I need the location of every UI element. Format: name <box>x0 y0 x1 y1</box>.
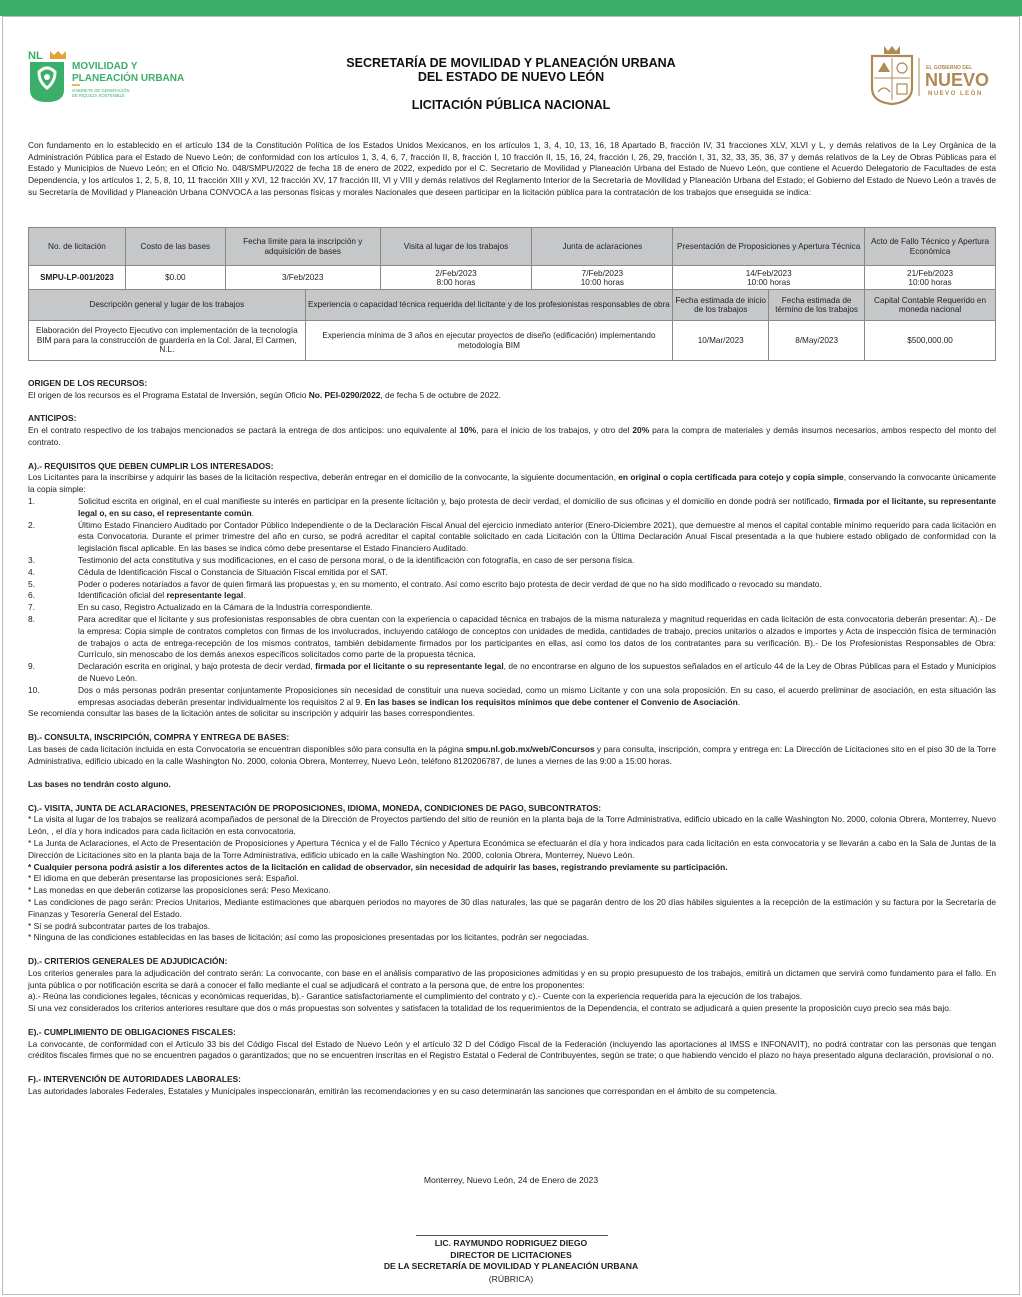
list-text: Dos o más personas podrán presentar conjuntamente Proposiciones sin necesidad de constituir una nueva sociedad, como un mismo Licitante y con una sola proposición. En su caso, el acuerdo preliminar de asociación, en esta situación las empresas asociadas deberán presentar individualmente los requisitos 2 al 9. En las bases se indican los requisitos mínimos que debe contener el Convenio de Asociación. <box>78 684 996 707</box>
no-cost-note: Las bases no tendrán costo alguno. <box>28 779 171 790</box>
origen-text-a: El origen de los recursos es el Programa Estatal de Inversión, según Oficio <box>28 389 309 400</box>
list-text: Testimonio del acta constitutiva y sus modificaciones, en el caso de persona moral, o de la identificación con fotografía, en caso de ser persona física. <box>78 554 635 565</box>
bases-cost: $0.00 <box>125 266 225 291</box>
item-1-text: Solicitud escrita en original, en el cual manifieste su interés en participar en la presente licitación y, bajo protesta de decir verdad, el domicilio de sus oficinas y el domicilio en donde podrá ser notificado, <box>78 495 834 506</box>
signer-block <box>0 1238 1022 1273</box>
header-cell: Fecha estimada de término de los trabajos <box>769 290 865 321</box>
work-details-table <box>28 289 996 361</box>
anticipo-percent-2: 20% <box>632 425 650 436</box>
visita-bullet: * Ninguna de las condiciones establecidas en las bases de licitación; así como las proposiciones presentadas por los licitantes, podrán ser negociadas. <box>28 932 589 943</box>
laboral-text: Las autoridades laborales Federales, Estatales y Municipales inspeccionarán, emitirán las recomendaciones y en su caso determinarán las sanciones que correspondan en el ámbito de su competencia. <box>28 1085 778 1096</box>
nl-badge-text: NL <box>28 50 43 62</box>
requisitos-intro-c: , conservando la convocante únicamente la copia simple: <box>28 472 996 495</box>
requisitos-intro <box>28 472 996 496</box>
list-number: 7. <box>28 602 35 613</box>
top-color-bar <box>0 0 1022 16</box>
section-title-anticipos: ANTICIPOS: <box>28 413 77 424</box>
list-text: Para acreditar que el licitante y sus profesionistas responsables de obra cuentan con la experiencia o capacidad técnica en trabajos de la misma naturaleza y magnitud requeridas en cada licitación de esta convocatoria deberán presentar: A).- De la empresa: Copia simple de contratos completos con firmas de los involucrados, incluyendo catálogo de conceptos con unidades de medida, cantidades de trabajo, precios unitarios o alzados e importes y Acta de inspección física de terminación de trabajos o acta de entrega-recepción de los mismos contratos, también debidamente firmados por los participantes en ellas, así como los datos de los contratantes para su verificación. B).- De los Profesionistas Responsables de Obra: Currículo, sin menoscabo de los demás anexos específicos solicitados como parte de la propuesta técnica. <box>78 613 996 660</box>
requisitos-intro-a: Los Licitantes para la inscribirse y adquirir las bases de la licitación respectiva, deberán entregar en el domicilio de la convocante, la siguiente documentación, <box>28 472 619 483</box>
visita-bullet: * Cualquier persona podrá asistir a los diferentes actos de la licitación en calidad de observador, sin necesidad de adquirir las bases, registrando previamente su participación. <box>28 861 728 872</box>
header-title-2: DEL ESTADO DE NUEVO LEÓN <box>417 70 605 84</box>
section-title-criterios: D).- CRITERIOS GENERALES DE ADJUDICACIÓN: <box>28 956 228 967</box>
section-title-visita: C).- VISITA, JUNTA DE ACLARACIONES, PRESENTACIÓN DE PROPOSICIONES, IDIOMA, MONEDA, CONDICIONES DE PAGO, SUBCONTRATOS: <box>28 802 602 813</box>
list-number: 3. <box>28 554 35 565</box>
visita-bullet: * Sí se podrá subcontratar partes de los trabajos. <box>28 920 211 931</box>
coat-of-arms-crown-icon <box>884 46 900 54</box>
requisitos-closing: Se recomienda consultar las bases de la licitación antes de solicitar su inscripción y adquirir las bases correspondientes. <box>28 708 475 719</box>
consulta-text <box>28 744 996 768</box>
header-cell: Capital Contable Requerido en moneda nacional <box>865 290 996 321</box>
site-visit-date: 2/Feb/2023 <box>435 268 477 278</box>
table-row <box>29 321 996 361</box>
list-text: Identificación oficial del representante legal. <box>78 590 246 601</box>
anticipos-t3: para la compra de materiales y demás insumos necesarios, ambos respecto del monto del contrato. <box>28 425 996 447</box>
start-date: 10/Mar/2023 <box>673 321 769 361</box>
item-10-bold: En las bases se indican los requisitos mínimos que debe contener el Convenio de Asociación <box>364 696 738 707</box>
consulta-t2: y para consulta, inscripción, compra y entrega en: La Dirección de Licitaciones sito en el piso 30 de la Torre Administrativa, edificio ubicado en la calle Washington No. 2000, colonia Obrera, Monterrey, Nuevo León, teléfono 8120206787, de lunes a viernes de las 9:00 a 15:00 horas. <box>28 743 996 766</box>
required-experience: Experiencia mínima de 3 años en ejecutar proyectos de diseño (edificación) implementando metodología BIM <box>305 321 673 361</box>
list-number: 2. <box>28 519 35 530</box>
requisitos-intro-b: en original o copia certificada para cotejo y copia simple <box>618 472 844 483</box>
logo-line-1: MOVILIDAD Y <box>72 61 138 72</box>
visita-bullet: * Las monedas en que deberán cotizarse las proposiciones será: Peso Mexicano. <box>28 885 331 896</box>
list-number: 9. <box>28 661 35 672</box>
clarification-date: 7/Feb/2023 <box>581 268 624 278</box>
logo-line-2: PLANEACIÓN URBANA <box>72 73 185 84</box>
site-visit <box>380 266 532 291</box>
logo-tagline-2: DE RIQUEZA SOSTENIBLE <box>72 93 125 98</box>
list-number: 6. <box>28 590 35 601</box>
gobierno-line-1: EL GOBIERNO DEL <box>926 65 973 71</box>
list-item <box>28 661 996 685</box>
list-item <box>28 602 996 614</box>
header-cell: Visita al lugar de los trabajos <box>380 228 532 266</box>
header-cell: Experiencia o capacidad técnica requerida del licitante y de los profesionistas responsables de obra <box>305 290 673 321</box>
list-item <box>28 685 996 709</box>
item-9-bold: firmada por el licitante o su representante legal <box>315 661 504 672</box>
registration-deadline: 3/Feb/2023 <box>225 266 380 291</box>
header-cell: Junta de aclaraciones <box>532 228 673 266</box>
origen-text <box>28 390 996 402</box>
list-text: Cédula de Identificación Fiscal o Constancia de Situación Fiscal emitida por el SAT. <box>78 566 388 577</box>
fiscal-text: La convocante, de conformidad con el Artículo 33 bis del Código Fiscal del Estado de Nuevo León y el artículo 32 D del Código Fiscal de la Federación (incluyendo las aportaciones al IMSS e INFONAVIT), no podrá contratar con las personas que tengan créditos fiscales firmes que no se encuentren pagados o garantizados; que no se encuentren inscritas en el Registro Estatal o Federal de Contribuyentes, según se trate; o que habiendo vencido el plazo no haya presentado alguna declaración, provisional o no. <box>28 1038 996 1061</box>
rubrica: (RÚBRICA) <box>488 1274 534 1284</box>
criterios-text: Si una vez considerados los criterios anteriores resultare que dos o más propuestas son solventes y satisfacen la totalidad de los requerimientos de la Dependencia, el contrato se adjudicará a quien presente la proposición cuyo precio sea más bajo. <box>28 1003 952 1014</box>
document-header <box>0 56 1022 112</box>
list-number: 4. <box>28 566 35 577</box>
list-item <box>28 614 996 661</box>
anticipo-percent-1: 10% <box>459 425 477 436</box>
signer-dept: DE LA SECRETARÍA DE MOVILIDAD Y PLANEACIÓN URBANA <box>383 1261 639 1271</box>
consulta-url-link[interactable]: smpu.nl.gob.mx/web/Concursos <box>465 743 595 754</box>
header-cell: Fecha estimada de inicio de los trabajos <box>673 290 769 321</box>
criterios-text: a).- Reúna las condiciones legales, técnicas y económicas requeridas, b).- Garantice satisfactoriamente el cumplimiento del contrato y c).- Cuente con la experiencia requerida para la ejecución de los trabajos. <box>28 991 803 1002</box>
visita-bullet: * La Junta de Aclaraciones, el Acto de Presentación de Proposiciones y Apertura Técnica y el de Fallo Técnico y Apertura Económica se efectuarán el día y hora indicados para cada licitación en esta convocatoria y se llevarán a cabo en la Sala de Juntas de la Dirección de Licitaciones sito en la planta baja de la Torre Administrativa, edificio ubicado en la calle Washington No. 2000, colonia Obrera, Monterrey, Nuevo León. <box>28 838 996 860</box>
clarification-time: 10:00 horas <box>580 278 624 287</box>
proposals-date: 14/Feb/2023 <box>745 268 792 278</box>
list-item <box>28 496 996 520</box>
table-row <box>29 266 996 291</box>
origen-oficio: No. PEI-0290/2022 <box>308 389 381 400</box>
ruling-date: 21/Feb/2023 <box>907 268 954 278</box>
list-text: En su caso, Registro Actualizado en la Cámara de la Industria correspondiente. <box>78 602 373 613</box>
tender-number: SMPU-LP-001/2023 <box>29 266 126 291</box>
required-capital: $500,000.00 <box>865 321 996 361</box>
section-title-consulta: B).- CONSULTA, INSCRIPCIÓN, COMPRA Y ENTREGA DE BASES: <box>28 731 290 742</box>
list-item <box>28 567 996 579</box>
signer-name: LIC. RAYMUNDO RODRIGUEZ DIEGO <box>434 1238 588 1248</box>
origen-text-b: , de fecha 5 de octubre de 2022. <box>380 389 502 400</box>
section-title-requisitos: A).- REQUISITOS QUE DEBEN CUMPLIR LOS INTERESADOS: <box>28 460 274 471</box>
section-title-origen: ORIGEN DE LOS RECURSOS: <box>28 378 148 388</box>
anticipos-t1: En el contrato respectivo de los trabajos mencionados se pactará la entrega de dos anticipos: uno equivalente al <box>28 425 460 436</box>
document-body <box>28 378 996 1098</box>
place-date: Monterrey, Nuevo León, 24 de Enero de 2023 <box>423 1175 599 1185</box>
clarification-meeting <box>532 266 673 291</box>
end-date: 8/May/2023 <box>769 321 865 361</box>
section-title-laboral: F).- INTERVENCIÓN DE AUTORIDADES LABORALES: <box>28 1074 241 1085</box>
details-header-row <box>29 290 996 321</box>
list-item <box>28 579 996 591</box>
site-visit-time: 8:00 horas <box>436 278 476 287</box>
list-number: 1. <box>28 495 35 506</box>
section-title-fiscal: E).- CUMPLIMIENTO DE OBLIGACIONES FISCALES: <box>28 1026 236 1037</box>
signature-line <box>416 1235 608 1236</box>
item-1-bold: firmada por el licitante, su representante legal o, en su caso, el representante común <box>78 495 996 518</box>
ruling-act <box>865 266 996 291</box>
ruling-time: 10:00 horas <box>908 278 952 287</box>
list-text: Solicitud escrita en original, en el cual manifieste su interés en participar en la presente licitación y, bajo protesta de decir verdad, el domicilio de sus oficinas y el domicilio en donde podrá ser notificado, firmada por el licitante, su representante legal o, en su caso, el representante común. <box>78 495 996 518</box>
visita-bullet: * El idioma en que deberán presentarse las proposiciones será: Español. <box>28 873 299 884</box>
signer-role: DIRECTOR DE LICITACIONES <box>450 1249 572 1260</box>
consulta-t1: Las bases de cada licitación incluida en esta Convocatoria se encuentran disponibles sólo para consulta en la página <box>28 743 466 754</box>
proposals-time: 10:00 horas <box>747 278 791 287</box>
logo-tagline-1: GABINETE DE GENERACIÓN <box>72 88 130 93</box>
anticipos-text <box>28 425 996 449</box>
intro-paragraph: Con fundamento en lo establecido en el artículo 134 de la Constitución Política de los Estados Unidos Mexicanos, en los artículos 1, 3, 4, 10, 13, 16, 18 Apartado B, fracción IV, 31 fracciones XLV, XLVI y L, y demás relativos de la Ley Orgánica de la Administración Pública para el Estado de Nuevo León; de conformidad con los artículos 1, 3, 4, 6, 7, fracción II, 8, fracción I, 10 fracción II, 15, 16, 24, fracción I, 26, 29, fracción I, 31, 32, 33, 35, 36, 37 y demás relativos de la Ley de Obras Públicas para el Estado y Municipios de Nuevo León; en el Oficio No. 048/SMPU/2022 de fecha 18 de enero de 2022, expedido por el C. Secretario de Movilidad y Planeación Urbana del Estado de Nuevo León, que contiene el Acuerdo Delegatorio de Facultades de esta Dependencia, y los artículos 1, 2, 5, 8, 10, 11 fracción XIII y XVI, 12 fracción XV, 17 fracción III, VI y VIII y demás relativos del Reglamento Interior de la Secretaría de Movilidad y Planeación Urbana del Estado; el Gobierno del Estado de Nuevo León a través de su Secretaría de Movilidad y Planeación Urbana CONVOCA a las personas físicas y morales Nacionales que deseen participar en la licitación pública para la contratación de los trabajos que enseguida se indica: <box>28 140 996 197</box>
item-6-bold: representante legal <box>166 590 244 601</box>
proposals-opening <box>673 266 865 291</box>
item-9-text-a: Declaración escrita en original, y bajo protesta de decir verdad, <box>78 661 316 672</box>
item-9-text-c: , de no encontrarse en alguno de los supuestos señalados en el artículo 44 de la Ley de Obras Públicas para el Estado y Municipios de Nuevo León. <box>78 661 996 683</box>
gobierno-line-3: NUEVO LEÓN <box>928 91 983 97</box>
header-title-3: LICITACIÓN PÚBLICA NACIONAL <box>411 98 611 112</box>
list-number: 8. <box>28 613 35 624</box>
list-text: Último Estado Financiero Auditado por Contador Público Independiente o de la Declaración Fiscal Anual del ejercicio inmediato anterior (Enero-Diciembre 2021), que demuestre al menos el capital contable mínimo requerido para cada licitación en esta Convocatoria. Durante el primer trimestre del año en curso, se podrá acreditar el capital contable solicitado en cada Licitación con la Última Declaración Anual Fiscal presentada a la que hubiere estado obligado de conformidad con la legislación fiscal aplicable. En las bases se indica cómo debe presentarse el Estado Financiero Auditado. <box>78 519 996 554</box>
list-item <box>28 555 996 567</box>
list-item <box>28 520 996 555</box>
header-title-1: SECRETARÍA DE MOVILIDAD Y PLANEACIÓN URBANA <box>346 56 676 70</box>
list-item <box>28 590 996 602</box>
header-cell: Costo de las bases <box>125 228 225 266</box>
schedule-header-row <box>29 228 996 266</box>
list-number: 5. <box>28 578 35 589</box>
criterios-text: Los criterios generales para la adjudicación del contrato serán: La convocante, con base en el análisis comparativo de las proposiciones admitidas y en su propio presupuesto de los trabajos, emitirá un dictamen que servirá como fundamento para el fallo. En junta pública o por notificación escrita se dará a conocer el fallo mediante el cual se adjudicará el contrato a la persona que, de entre los proponentes: <box>28 967 996 990</box>
gobierno-line-2: NUEVO <box>925 70 990 90</box>
visita-bullet: * Las condiciones de pago serán: Precios Unitarios, Mediante estimaciones que abarquen periodos no mayores de 30 días naturales, las que se pagarán dentro de los 20 días hábiles siguientes a la recepción de la estimación y su factura por la Secretaría de Finanzas y Tesorería General del Estado. <box>28 897 996 919</box>
bid-schedule-table <box>28 227 996 291</box>
work-description: Elaboración del Proyecto Ejecutivo con implementación de la tecnología BIM para para la construcción de guardería en la Col. Jaral, El Carmen, N.L. <box>29 321 306 361</box>
list-text <box>78 661 996 685</box>
header-cell: Presentación de Proposiciones y Apertura Técnica <box>673 228 865 266</box>
list-text: Poder o poderes notariados a favor de quien firmará las propuestas y, en su momento, el contrato. Así como escrito bajo protesta de decir verdad de que no ha sido modificado o revocado su mandato. <box>78 578 822 589</box>
anticipos-t2: , para el inicio de los trabajos, y otro del <box>476 425 633 436</box>
visita-bullet: * La visita al lugar de los trabajos se realizará acompañados de personal de la Dirección de Proyectos partiendo del sitio de reunión en la planta baja de la Torre Administrativa, edificio ubicado en la calle Washington No. 2000, colonia Obrera, Monterrey, Nuevo León, , el día y hora indicados para cada licitación en esta convocatoria. <box>28 814 996 837</box>
item-10-text: Dos o más personas podrán presentar conjuntamente Proposiciones sin necesidad de constituir una nueva sociedad, como un mismo Licitante y con una sola proposición. En su caso, el acuerdo preliminar de asociación, en esta situación las empresas asociadas deberán presentar individualmente los requisitos 2 al 9. <box>78 684 996 707</box>
header-cell: Descripción general y lugar de los trabajos <box>29 290 306 321</box>
header-cell: Fecha límite para la inscripción y adquisición de bases <box>225 228 380 266</box>
header-cell: Acto de Fallo Técnico y Apertura Económica <box>865 228 996 266</box>
item-6-text: Identificación oficial del <box>78 590 167 601</box>
header-cell: No. de licitación <box>29 228 126 266</box>
list-number: 10. <box>28 684 40 695</box>
